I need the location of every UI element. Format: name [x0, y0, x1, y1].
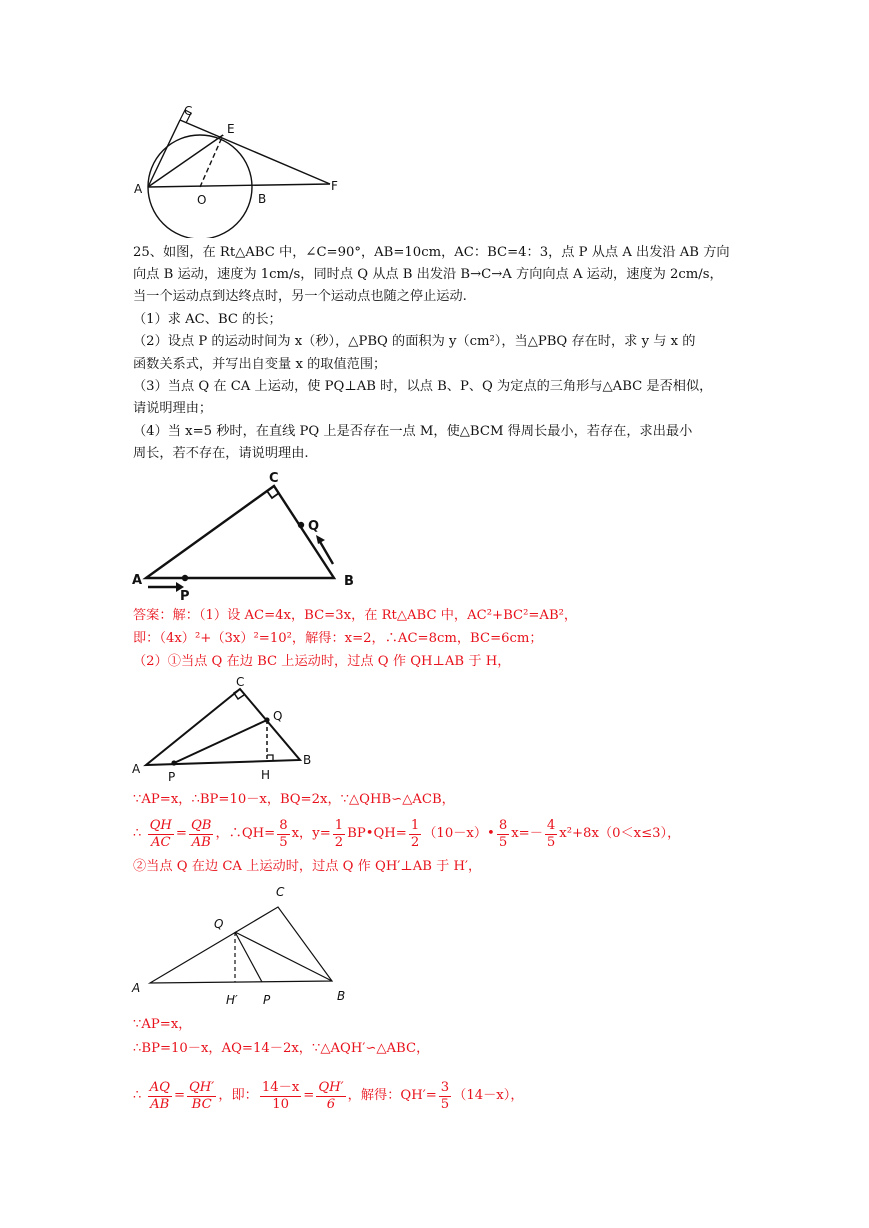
problem-question-3a: （3）当点 Q 在 CA 上运动，使 PQ⊥AB 时，以点 B、P、Q 为定点的三角形与△ABC 是否相似， — [133, 379, 713, 394]
problem-question-3b: 请说明理由； — [133, 401, 213, 416]
fraction-3-5: $\frac{3}{5}$ — [440, 1079, 450, 1112]
fig1-label-a: A — [134, 182, 143, 196]
answer-line-4: ∵AP=x，∴BP=10－x，BQ=2x，∵△QHB∽△ACB， — [133, 792, 455, 807]
fig3-label-a: A — [132, 762, 141, 776]
fraction-8-5: $\frac{8}{5}$ — [498, 817, 508, 850]
fraction-1-2: $\frac{1}{2}$ — [410, 817, 420, 850]
fig1-label-e: E — [227, 122, 235, 136]
fig1-label-o: O — [197, 193, 207, 207]
answer-text: ，∴QH= — [215, 826, 276, 841]
fraction-1-2: $\frac{1}{2}$ — [334, 817, 344, 850]
fig3-label-c: C — [236, 675, 245, 689]
figure-triangle-qh-prime — [128, 882, 358, 1006]
fig4-label-b: B — [337, 989, 346, 1003]
fraction-14-x-10: $\frac{14-x}{10}$ — [261, 1079, 300, 1112]
fig1-label-f: F — [331, 179, 338, 193]
fig4-label-p: P — [263, 993, 271, 1006]
problem-question-2a: （2）设点 P 的运动时间为 x（秒），△PBQ 的面积为 y（cm²），当△PBQ 存在时，求 y 与 x 的 — [133, 334, 696, 349]
answer-line-8: ∴BP=10－x，AQ=14－2x，∵△AQH′∽△ABC， — [133, 1041, 430, 1056]
fig3-label-h: H — [261, 768, 271, 782]
fig4-label-a: A — [132, 981, 141, 995]
answer-line-5: ∴ $\frac{QH}{AC}$ = $\frac{QB}{AB}$ ，∴QH= $\frac{8}{5}$ x，y= $\frac{1}{2}$ BP•QH= $\frac{1}{2}$ （10－x）• $\frac{8}{5}$ x=－ $\frac{4}{5}$ x²+8x（0＜x≤3）， — [133, 817, 681, 850]
answer-line-1: 答案：解：（1）设 AC=4x，BC=3x，在 Rt△ABC 中，AC²+BC²=AB²， — [133, 608, 578, 623]
problem-line-2: 向点 B 运动，速度为 1cm/s，同时点 Q 从点 B 出发沿 B→C→A 方向向点 A 运动，速度为 2cm/s， — [133, 267, 723, 282]
therefore-symbol: ∴ — [133, 1088, 142, 1103]
problem-line-1: 25、如图，在 Rt△ABC 中，∠C=90°，AB=10cm，AC：BC=4：3，点 P 从点 A 出发沿 AB 方向 — [133, 245, 730, 260]
fig1-label-c: C — [184, 104, 193, 118]
fig3-label-p: P — [168, 770, 176, 784]
answer-text: ，解得：QH′= — [347, 1088, 437, 1103]
answer-line-6: ②当点 Q 在边 CA 上运动时，过点 Q 作 QH′⊥AB 于 H′， — [133, 859, 482, 874]
problem-question-4b: 周长，若不存在，请说明理由. — [133, 446, 309, 461]
problem-question-2b: 函数关系式，并写出自变量 x 的取值范围； — [133, 357, 387, 372]
fig3-label-b: B — [303, 753, 312, 767]
problem-line-3: 当一个运动点到达终点时，另一个运动点也随之停止运动. — [133, 289, 467, 304]
fig3-label-q: Q — [273, 709, 283, 723]
figure-circle-tangent — [128, 98, 358, 238]
answer-line-3: （2）①当点 Q 在边 BC 上运动时，过点 Q 作 QH⊥AB 于 H， — [133, 654, 511, 669]
fig4-label-c: C — [276, 885, 285, 899]
fig4-label-h-prime: H′ — [226, 993, 238, 1006]
fig2-label-p: P — [180, 589, 190, 604]
fig2-label-b: B — [344, 574, 354, 589]
fraction-4-5: $\frac{4}{5}$ — [546, 817, 556, 850]
fraction-8-5: $\frac{8}{5}$ — [279, 817, 288, 850]
fig4-label-q: Q — [214, 917, 224, 931]
problem-question-1: （1）求 AC、BC 的长； — [133, 312, 282, 327]
answer-text: x²+8x（0＜x≤3）， — [559, 826, 681, 841]
fraction-qh-6: $\frac{QH'}{6}$ — [318, 1079, 344, 1112]
answer-text: x=－ — [511, 826, 543, 841]
therefore-symbol: ∴ — [133, 826, 142, 841]
fraction-aq-ab: $\frac{AQ}{AB}$ — [149, 1079, 170, 1112]
fig2-label-c: C — [269, 471, 279, 486]
fig2-label-a: A — [132, 573, 143, 588]
answer-text: ，即： — [218, 1088, 258, 1103]
answer-text: （14－x）， — [453, 1088, 524, 1103]
answer-line-7: ∵AP=x， — [133, 1017, 192, 1032]
answer-text: x，y= — [291, 826, 331, 841]
problem-question-4a: （4）当 x=5 秒时，在直线 PQ 上是否存在一点 M，使△BCM 得周长最小，若存在，求出最小 — [133, 424, 693, 439]
fraction-qb-ab: $\frac{QB}{AB}$ — [190, 817, 212, 850]
answer-line-2: 即：（4x）²+（3x）²=10²，解得：x=2，∴AC=8cm，BC=6cm； — [133, 631, 543, 646]
figure-triangle-moving-points — [128, 468, 368, 606]
answer-text: BP•QH= — [347, 826, 407, 841]
fig1-label-b: B — [258, 192, 267, 206]
fraction-qh-ac: $\frac{QH}{AC}$ — [149, 817, 172, 850]
figure-triangle-qh — [128, 675, 328, 787]
fig2-label-q: Q — [308, 519, 320, 534]
fraction-qh-bc: $\frac{QH'}{BC}$ — [189, 1079, 215, 1112]
answer-line-9: ∴ $\frac{AQ}{AB}$ = $\frac{QH'}{BC}$ ，即： $\frac{14-x}{10}$ = $\frac{QH'}{6}$ ，解得：QH′= $\frac{3}{5}$ （14－x）， — [133, 1079, 524, 1112]
answer-text: （10－x）• — [423, 826, 495, 841]
